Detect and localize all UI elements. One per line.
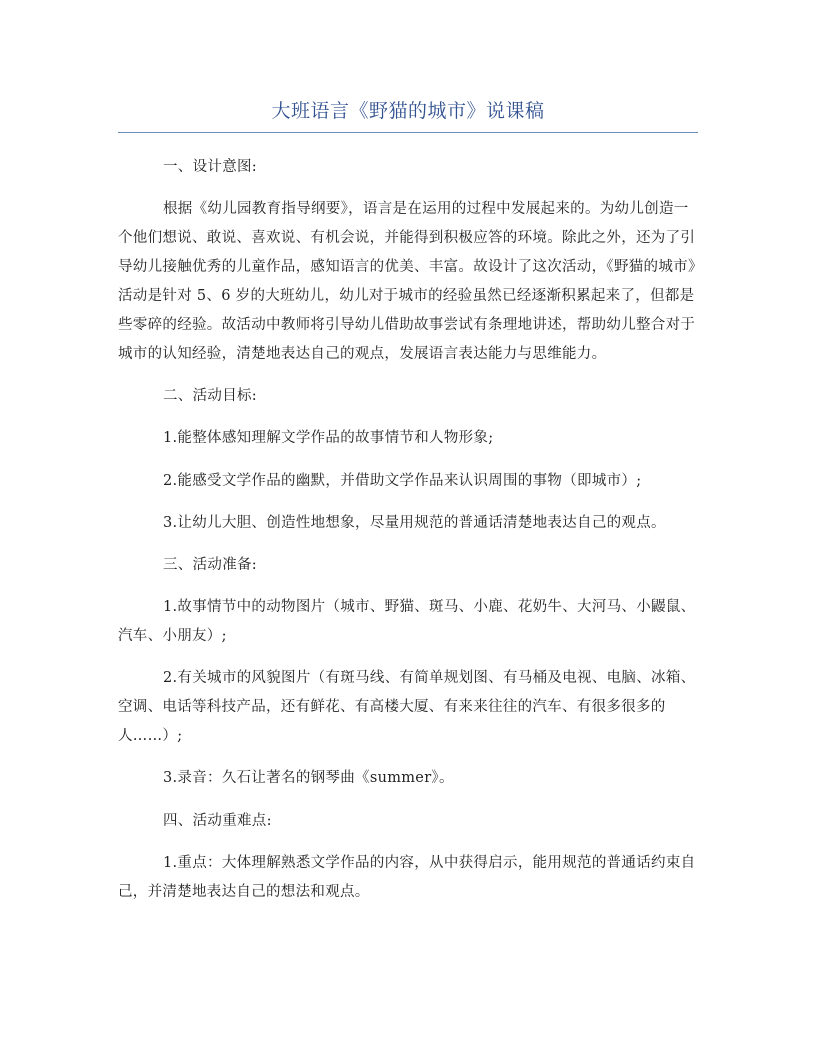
list-item-continuation: 己，并清楚地表达自己的想法和观点。	[118, 884, 370, 900]
paragraph-line: 城市的认知经验，清楚地表达自己的观点，发展语言表达能力与思维能力。	[118, 346, 607, 362]
paragraph-line: 个他们想说、敢说、喜欢说、有机会说，并能得到积极应答的环境。除此之外，还为了引	[118, 230, 696, 246]
section-heading: 三、活动准备:	[163, 557, 257, 573]
list-item-continuation: 人……）;	[118, 728, 183, 744]
paragraph-line: 些零碎的经验。故活动中教师将引导幼儿借助故事尝试有条理地讲述，帮助幼儿整合对于	[118, 317, 696, 333]
list-item: 1.能整体感知理解文学作品的故事情节和人物形象;	[163, 430, 494, 446]
list-item: 3.录音：久石让著名的钢琴曲《summer》。	[163, 770, 454, 786]
list-item: 1.故事情节中的动物图片（城市、野猫、斑马、小鹿、花奶牛、大河马、小鼹鼠、	[163, 599, 696, 615]
title-divider	[118, 132, 698, 133]
section-heading: 一、设计意图:	[163, 159, 257, 175]
section-heading: 二、活动目标:	[163, 388, 257, 404]
list-item: 2.有关城市的风貌图片（有斑马线、有简单规划图、有马桶及电视、电脑、冰箱、	[163, 670, 696, 686]
paragraph-line: 导幼儿接触优秀的儿童作品，感知语言的优美、丰富。故设计了这次活动，《野猫的城市》	[118, 259, 703, 275]
paragraph-line: 根据《幼儿园教育指导纲要》，语言是在运用的过程中发展起来的。为幼儿创造一	[163, 201, 689, 217]
list-item-continuation: 空调、电话等科技产品，还有鲜花、有高楼大厦、有来来往往的汽车、有很多很多的	[118, 699, 666, 715]
list-item: 3.让幼儿大胆、创造性地想象，尽量用规范的普通话清楚地表达自己的观点。	[163, 515, 666, 531]
list-item-continuation: 汽车、小朋友）;	[118, 628, 227, 644]
page-title: 大班语言《野猫的城市》说课稿	[271, 100, 545, 122]
list-item: 1.重点：大体理解熟悉文学作品的内容，从中获得启示，能用规范的普通话约束自	[163, 855, 696, 871]
list-item: 2.能感受文学作品的幽默，并借助文学作品来认识周围的事物（即城市）;	[163, 473, 642, 489]
section-heading: 四、活动重难点:	[163, 813, 272, 829]
paragraph-line: 活动是针对 5、6 岁的大班幼儿，幼儿对于城市的经验虽然已经逐渐积累起来了，但都是	[118, 288, 695, 304]
